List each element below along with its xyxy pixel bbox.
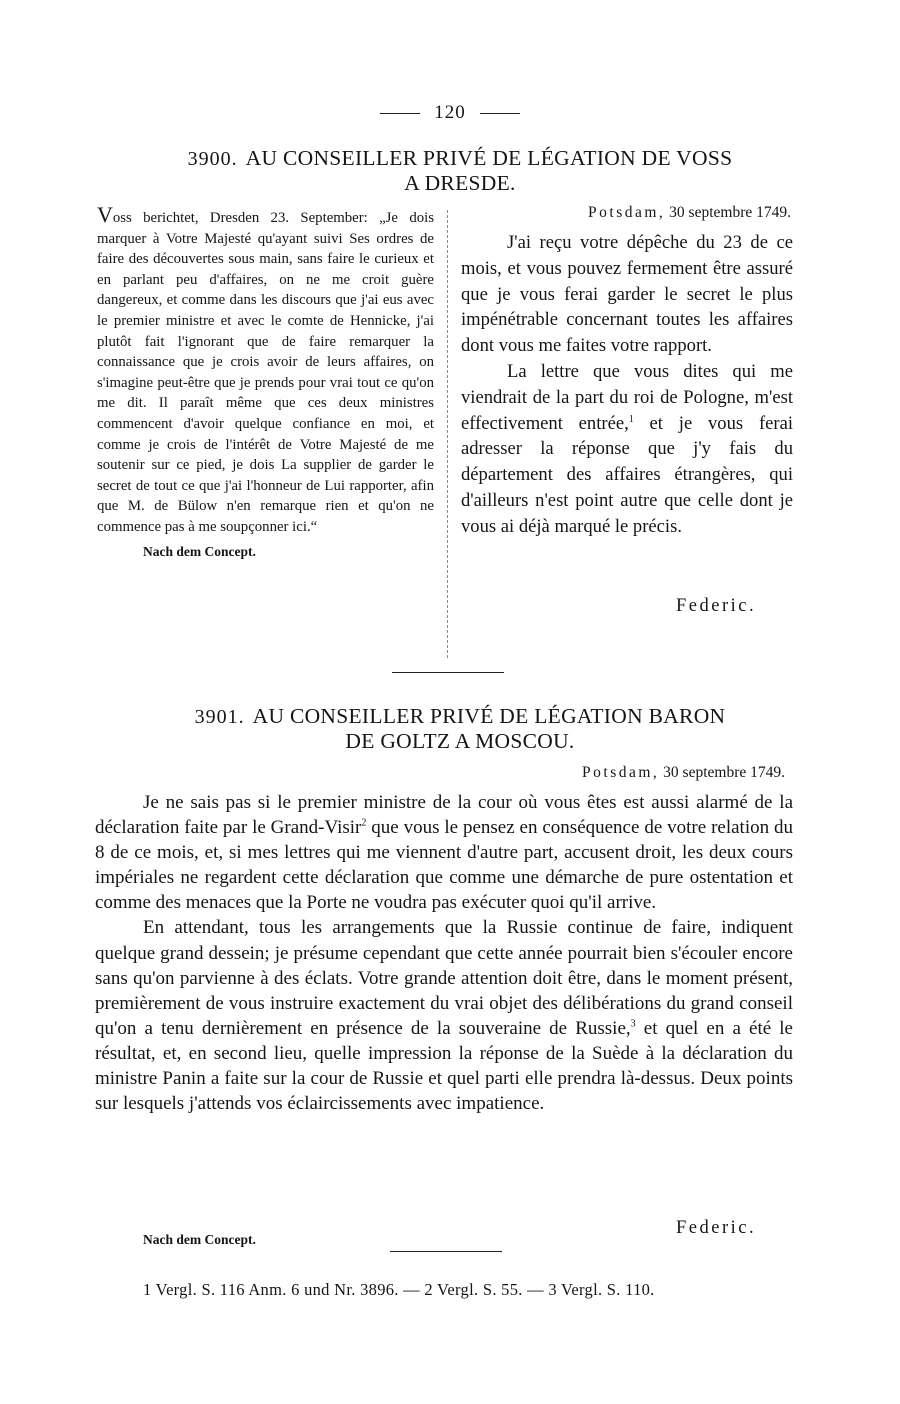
letter-3901-heading-text: AU CONSEILLER PRIVÉ DE LÉGATION BARON: [252, 704, 726, 728]
reply-signature: Federic.: [676, 596, 757, 616]
letter-3901-p1-b: que vous le pensez en conséquence de votre relation du 8 de ce mois, et, si mes lettres qui me viennent d'autre part, accusent droit, les deux cours impériales ne regardent cette déclaration que comme une démarche de pure ostentation et comme des menaces que la Porte ne voudra pas exécuter quoi qu'il arrive.: [95, 817, 793, 914]
reply-paragraph-2-a: La lettre que vous dites qui me viendrait de la part du roi de Pologne, m'est effectivement entrée,: [461, 360, 793, 434]
letter-3901-body: [95, 790, 793, 1116]
voss-report: [97, 202, 434, 562]
reply-date: 30 septembre 1749.: [669, 204, 791, 221]
letter-3901-signature: Federic.: [676, 1218, 757, 1238]
report-initial: V: [97, 202, 113, 227]
reply-paragraph-1: J'ai reçu votre dépêche du 23 de ce mois, et vous pouvez fermement être assuré que je vous ferai garder le secret le plus impénétrable concernant toutes les affaires dont vous me faites votre rapport.: [461, 232, 793, 357]
footnote-ref-1: 1: [628, 413, 634, 425]
page-number-text: 120: [434, 102, 466, 123]
letter-3900-heading-text: AU CONSEILLER PRIVÉ DE LÉGATION DE VOSS: [245, 146, 733, 170]
section-separator: [392, 672, 504, 673]
letter-3901-number: 3901.: [194, 706, 245, 728]
footnotes: 1 Vergl. S. 116 Anm. 6 und Nr. 3896. — 2 Vergl. S. 55. — 3 Vergl. S. 110.: [143, 1280, 655, 1299]
column-divider: [447, 210, 448, 658]
letter-3901-heading: [95, 704, 825, 753]
letter-3901-date-place: Potsdam,: [582, 764, 660, 781]
letter-3901-p1-a: Je ne sais pas si le premier ministre de la cour où vous êtes est aussi alarmé de la déclaration faite par le Grand-Visir: [95, 792, 793, 839]
letter-3901-dateline: [95, 764, 785, 782]
source-note: Nach dem Concept.: [143, 543, 256, 559]
letter-3901-heading-line2: DE GOLTZ A MOSCOU.: [345, 729, 575, 753]
letter-3900-heading-line2: A DRESDE.: [404, 171, 516, 195]
letter-3901-heading-line1: [95, 704, 825, 729]
reply-paragraph-2: [461, 359, 793, 540]
reply-date-place: Potsdam,: [588, 204, 666, 221]
letter-3901-paragraph-1: [95, 790, 793, 915]
letter-3900-number: 3900.: [187, 148, 238, 170]
letter-3901-paragraph-2: [95, 915, 793, 1116]
footnote-ref-3: 3: [630, 1018, 636, 1030]
reply-paragraph-2-b: et je vous ferai adresser la réponse que j'y fais du département des affaires étrangères, qui d'ailleurs n'est point autre que celle dont je vous ai déjà marqué le précis.: [461, 412, 794, 537]
reply-dateline: [461, 204, 791, 222]
reply-body: [461, 230, 793, 540]
letter-3901-date: 30 septembre 1749.: [663, 764, 785, 781]
letter-3900-heading-line1: [95, 146, 825, 171]
page-number-dash-right: [480, 113, 520, 114]
report-text: oss berichtet, Dresden 23. September: „Je dois marquer à Votre Majesté qu'ayant suivi Ses ordres de faire des découvertes sous main, sans faire le curieux et en parlant peu d'affaires, on ne me croit guère dangereux, et comme dans les discours que j'ai eus avec le premier ministre et avec le comte de Hennicke, j'ai plutôt fait l'ignorant que de faire remarquer la connaissance que je crois avoir de leurs affaires, on s'imagine peut-être que je prends pour vrai tout ce qu'on me dit. Il paraît même que ces deux ministres commencent d'avoir quelque confiance en moi, et comme je crois de l'intérêt de Votre Majesté de me soutenir sur ce pied, je dois La supplier de garder le secret de tout ce que j'ai l'honneur de Lui rapporter, afin que M. de Bülow n'en remarque rien et qu'on ne commence pas à me soupçonner ici.“: [97, 210, 434, 535]
letter-3901-source-note: Nach dem Concept.: [143, 1232, 256, 1247]
letter-3901-p2-b: et quel en a été le résultat, et, en second lieu, quelle impression la réponse de la Suède à la déclaration du ministre Panin a faite sur la cour de Russie et quel parti elle prendra là-dessus. Deux points sur lesquels j'attends vos éclaircissements avec impatience.: [95, 1017, 793, 1115]
page-number: [0, 102, 900, 124]
letter-3901-p2-a: En attendant, tous les arrangements que la Russie continue de faire, indiquent quelque grand dessein; je présume cependant que cette année pourrait bien s'écouler encore sans qu'on parvienne à des éclats. Votre grande attention doit être, dans le moment présent, premièrement de vous instruire exactement du vrai objet des délibérations du grand conseil qu'on a tenu dernièrement en présence de la souveraine de Russie,: [95, 917, 793, 1039]
footnote-ref-2: 2: [361, 817, 367, 829]
page-number-dash-left: [380, 113, 420, 114]
footnote-separator: [390, 1251, 502, 1252]
letter-3900-heading: [95, 146, 825, 195]
